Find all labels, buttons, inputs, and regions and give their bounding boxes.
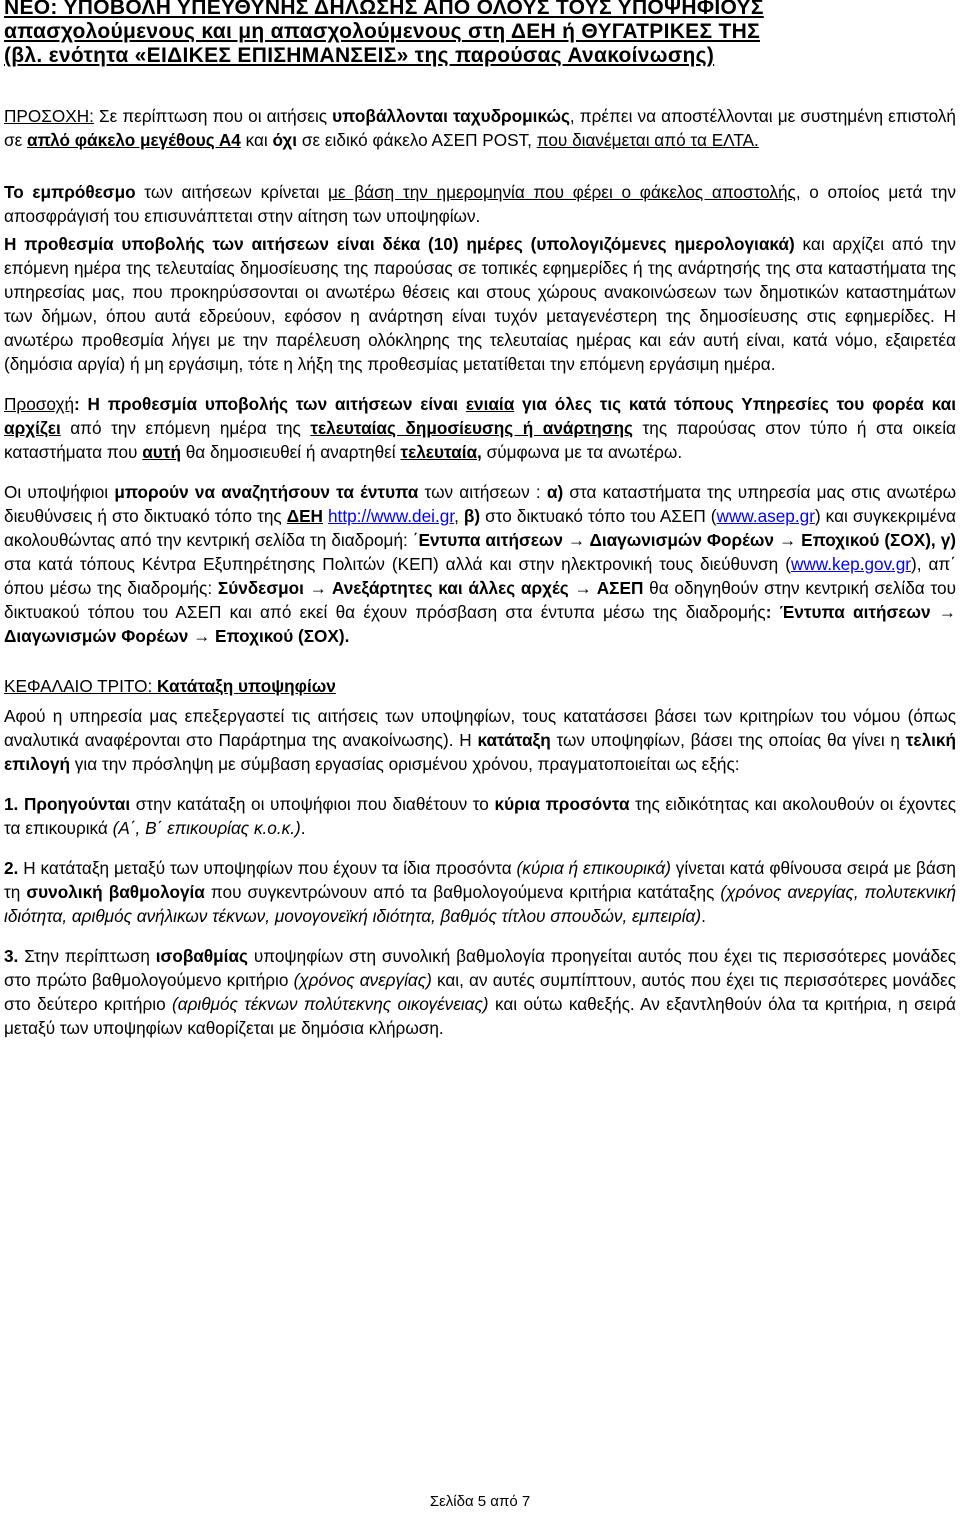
new-notice-banner	[4, 0, 956, 68]
text-bold: Η προθεσμία υποβολής των αιτήσεων είναι δέκα (10) ημέρες (υπολογιζόμενες ημερολογιακά)	[4, 234, 795, 254]
text: και αρχίζει από την επόμενη ημέρα της τελευταίας δημοσίευσης της παρούσας σε τοπικές εφημερίδες ή της ανάρτησής της στα καταστήματα της υπηρεσίας μας, που προκηρύσσονται οι ανωτέρω θέσεις και στους χώρους ανακοινώσεων των δημοτικών καταστημάτων των δήμων, όπου αυτά εδρεύουν, εφόσον η ανάρτηση είναι τυχόν μεταγενέστερη της δημοσίευσης στις εφημερίδες. Η ανωτέρω προθεσμία λήγει με την παρέλευση ολόκληρης της τελευταίας ημέρας και εάν αυτή είναι, κατά νόμο, εξαιρετέα (δημόσια αργία) ή μη εργάσιμη, τότε η λήξη της προθεσμίας μετατίθεται την επόμενη εργάσιμη ημέρα.	[4, 234, 956, 374]
item-number: 3.	[4, 946, 19, 966]
text: .	[300, 818, 306, 838]
text-bold: Σύνδεσμοι → Ανεξάρτητες και άλλες αρχές → ΑΣΕΠ	[217, 578, 644, 598]
chapter-heading	[4, 674, 956, 698]
text-bold-underline: ΔΕΗ	[286, 506, 323, 526]
item-number: 1.	[4, 794, 19, 814]
deadline-paragraph	[4, 232, 956, 376]
text-bold: τελική επιλογή	[4, 730, 956, 774]
notice-line-1: ΝΕΟ: ΥΠΟΒΟΛΗ ΥΠΕΥΘΥΝΗΣ ΔΗΛΩΣΗΣ ΑΠΟ ΟΛΟΥΣ ΤΟΥΣ ΥΠΟΨΗΦΙΟΥΣ	[4, 0, 764, 19]
notice2-paragraph	[4, 392, 956, 464]
attention-label: ΠΡΟΣΟΧΗ:	[4, 106, 94, 126]
text: ,	[454, 506, 464, 526]
text: και, αν αυτές συμπίπτουν, αυτός που έχει τις περισσότερες μονάδες στο δεύτερο κριτήριο	[4, 970, 956, 1014]
dei-link[interactable]: http://www.dei.gr	[328, 506, 455, 526]
text-bold-underline: τελευταία,	[400, 442, 482, 462]
text: που συγκεντρώνουν από τα βαθμολογούμενα κριτήρια κατάταξης	[204, 882, 721, 902]
text: στα κατά τόπους Κέντρα Εξυπηρέτησης Πολιτών (ΚΕΠ) αλλά και στην ηλεκτρονική τους διεύθυνση (	[4, 554, 791, 574]
text: , πρέπει να αποστέλλονται με συστημένη επιστολή σε	[4, 106, 956, 150]
text-bold-underline: αυτή	[142, 442, 181, 462]
ranking-item-2	[4, 856, 956, 928]
text: και	[240, 130, 273, 150]
text: στο δικτυακό τόπο του ΑΣΕΠ (	[480, 506, 717, 526]
text: από την επόμενη ημέρα της	[60, 418, 311, 438]
text-bold: α)	[546, 482, 564, 502]
text-bold: υποβάλλονται ταχυδρομικώς	[332, 106, 570, 126]
text-bold-underline: ενιαία	[465, 394, 515, 414]
text-bold: Το εμπρόθεσμο	[4, 182, 136, 202]
text-bold: Προηγούνται	[23, 794, 131, 814]
ranking-item-3	[4, 944, 956, 1040]
text-italic: (κύρια ή επικουρικά)	[516, 858, 671, 878]
text: Στην περίπτωση	[18, 946, 156, 966]
text: για την πρόσληψη με σύμβαση εργασίας ορισμένου χρόνου, πραγματοποιείται ως εξής:	[70, 754, 740, 774]
text: Αφού η υπηρεσία μας επεξεργαστεί τις αιτήσεις των υποψηφίων, τους κατατάσσει βάσει των κριτηρίων του νόμου (όπως αναλυτικά αναφέρονται στο Παράρτημα της ανακοίνωσης). Η	[4, 706, 956, 750]
text-italic: (χρόνος ανεργίας, πολυτεκνική ιδιότητα, αριθμός ανήλικων τέκνων, μονογονεϊκή ιδιότητα, βαθμός τίτλου σπουδών, εμπειρία)	[4, 882, 956, 926]
notice-line-2	[4, 20, 956, 44]
text: της ειδικότητας και ακολουθούν οι έχοντες τα επικουρικά	[4, 794, 957, 838]
text-bold: όχι	[272, 130, 298, 150]
text: Η κατάταξη μεταξύ των υποψηφίων που έχουν τα ίδια προσόντα	[18, 858, 517, 878]
text: των αιτήσεων :	[418, 482, 547, 502]
text-bold: : Έντυπα αιτήσεων → Διαγωνισμών Φορέων → Εποχικού (ΣΟΧ).	[4, 602, 956, 646]
forms-paragraph	[4, 480, 956, 648]
text-bold: κύρια προσόντα	[494, 794, 630, 814]
text: ), απ΄ όπου μέσω της διαδρομής:	[4, 554, 956, 598]
text-bold: Εντυπα αιτήσεων → Διαγωνισμών Φορέων → Εποχικού (ΣΟΧ),	[418, 530, 936, 550]
ranking-item-1	[4, 792, 956, 840]
text: στα καταστήματα της υπηρεσία μας στις ανωτέρω διευθύνσεις ή στο δικτυακό τόπο της	[4, 482, 957, 526]
text: .	[701, 906, 706, 926]
text-underline: με βάση την ημερομηνία που φέρει ο φάκελος αποστολής,	[328, 182, 801, 202]
text: και ούτω καθεξής. Αν εξαντληθούν όλα τα κριτήρια, η σειρά μεταξύ των υποψηφίων καθορίζεται με δημόσια κλήρωση.	[4, 994, 956, 1038]
text-bold: γ)	[940, 530, 956, 550]
text-underline: που διανέμεται από τα ΕΛΤΑ.	[536, 130, 759, 150]
attention-paragraph	[4, 104, 956, 152]
notice-line-2b: και μη απασχολούμενους	[201, 20, 462, 43]
text-bold-underline: αρχίζει	[4, 418, 61, 438]
text-underline: Προσοχή	[4, 394, 75, 414]
text: θα δημοσιευθεί ή αναρτηθεί	[180, 442, 401, 462]
text: Σε περίπτωση που οι αιτήσεις	[93, 106, 333, 126]
notice-line-2a: απασχολούμενους	[4, 20, 202, 43]
text-bold: κατάταξη	[477, 730, 551, 750]
text: σε ειδικό φάκελο ΑΣΕΠ POST,	[297, 130, 537, 150]
text-italic: (αριθμός τέκνων πολύτεκνης οικογένειας)	[172, 994, 489, 1014]
timely-paragraph	[4, 180, 956, 228]
text-bold: ισοβαθμίας	[155, 946, 248, 966]
text: ) και συγκεκριμένα ακολουθώντας από την κεντρική σελίδα τη διαδρομή: ΄	[4, 506, 956, 550]
chapter-title-a: ΚΕΦΑΛΑΙΟ ΤΡΙΤΟ:	[4, 676, 158, 696]
text-bold-underline: απλό φάκελο μεγέθους Α4	[27, 130, 241, 150]
text: υποψηφίων στη συνολική βαθμολογία προηγείται αυτός που έχει τις περισσότερες μονάδες στο πρώτο βαθμολογούμενο κριτήριο	[4, 946, 956, 990]
text: στην κατάταξη οι υποψήφιοι που διαθέτουν το	[130, 794, 495, 814]
text: της παρούσας στον τύπο ή στα οικεία καταστήματα που	[4, 418, 956, 462]
text-italic: (Α΄, Β΄ επικουρίας κ.ο.κ.)	[112, 818, 301, 838]
chapter-title-b: Κατάταξη υποψηφίων	[157, 676, 336, 696]
text: θα οδηγηθούν στην κεντρική σελίδα του δικτυακού τόπου του ΑΣΕΠ και από εκεί θα έχουν πρόσβαση στα έντυπα μέσω της διαδρομής	[4, 578, 956, 622]
item-number: 2.	[4, 858, 19, 878]
text-bold: μπορούν να αναζητήσουν τα έντυπα	[114, 482, 419, 502]
text: ο οποίος μετά την αποσφράγισή του επισυνάπτεται στην αίτηση των υποψηφίων.	[4, 182, 956, 226]
text: των υποψηφίων, βάσει της οποίας θα γίνει η	[550, 730, 906, 750]
text-bold: : Η προθεσμία υποβολής των αιτήσεων είναι	[74, 394, 466, 414]
text: σύμφωνα με τα ανωτέρω.	[481, 442, 683, 462]
page-number-footer: Σελίδα 5 από 7	[429, 1493, 531, 1510]
text-italic: (χρόνος ανεργίας)	[293, 970, 432, 990]
asep-link[interactable]: www.asep.gr	[716, 506, 815, 526]
text: των αιτήσεων κρίνεται	[135, 182, 328, 202]
ranking-intro-paragraph	[4, 704, 956, 776]
text-bold: για όλες τις κατά τόπους Υπηρεσίες του φορέα και	[514, 394, 956, 414]
notice-line-3: (βλ. ενότητα «ΕΙΔΙΚΕΣ ΕΠΙΣΗΜΑΝΣΕΙΣ» της παρούσας Ανακοίνωσης)	[4, 44, 715, 67]
notice-line-2c: στη ΔΕΗ ή ΘΥΓΑΤΡΙΚΕΣ ΤΗΣ	[461, 20, 761, 43]
text-bold-underline: τελευταίας δημοσίευσης ή ανάρτησης	[310, 418, 633, 438]
text: γίνεται κατά φθίνουσα σειρά με βάση τη	[4, 858, 956, 902]
text-bold: συνολική βαθμολογία	[26, 882, 205, 902]
kep-link[interactable]: www.kep.gov.gr	[790, 554, 911, 574]
text: Οι υποψήφιοι	[4, 482, 115, 502]
text-bold: β)	[463, 506, 481, 526]
